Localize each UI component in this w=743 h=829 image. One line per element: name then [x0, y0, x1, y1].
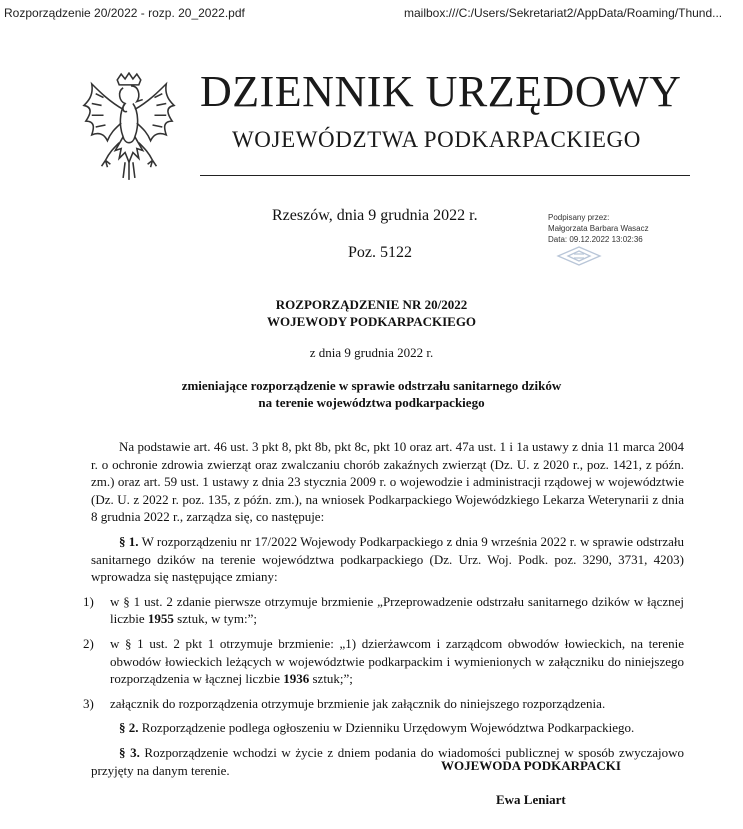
polish-eagle-emblem-icon [80, 72, 178, 182]
list-item [83, 593, 684, 628]
list-item [83, 695, 684, 713]
pdf-file-title: Rozporządzenie 20/2022 - rozp. 20_2022.pdf [4, 6, 245, 20]
signer-name: Ewa Leniart [496, 792, 566, 807]
item-number: 1) [83, 593, 94, 609]
masthead-rule [200, 175, 690, 176]
signature-seal-icon [556, 245, 602, 267]
act-date: z dnia 9 grudnia 2022 r. [309, 345, 434, 360]
section-2-label: § 2. [119, 720, 139, 736]
act-body [83, 438, 684, 786]
mailbox-url: mailbox:///C:/Users/Sekretariat2/AppData/Roaming/Thund... [404, 6, 723, 20]
item-number: 3) [83, 695, 94, 711]
list-item [83, 635, 684, 688]
digital-signature-block [548, 212, 649, 245]
journal-subtitle: WOJEWÓDZTWA PODKARPACKIEGO [232, 127, 641, 152]
signer-office: WOJEWODA PODKARPACKI [441, 758, 621, 773]
signature-signer: Małgorzata Barbara Wasacz [548, 224, 649, 233]
place-date: Rzeszów, dnia 9 grudnia 2022 r. [272, 207, 478, 224]
section-2 [91, 719, 684, 737]
section-1-label: § 1. [119, 533, 139, 549]
item-count: 1955 [147, 611, 174, 627]
item-text: sztuk;”; [309, 671, 353, 687]
item-count: 1936 [283, 671, 310, 687]
act-subject-line2: na terenie województwa podkarpackiego [258, 395, 485, 410]
section-1 [91, 533, 684, 586]
signature-date: Data: 09.12.2022 13:02:36 [548, 235, 643, 244]
position-number: Poz. 5122 [348, 244, 412, 261]
section-3-text: Rozporządzenie wchodzi w życie z dniem podania do wiadomości publicznej w sposób zwyczajowo przyjęty na danym terenie. [91, 744, 684, 778]
act-title: ROZPORZĄDZENIE NR 20/2022 [275, 297, 468, 312]
item-text: załącznik do rozporządzenia otrzymuje brzmienie jak załącznik do niniejszego rozporządzenia. [110, 695, 606, 711]
journal-title: DZIENNIK URZĘDOWY [200, 67, 682, 116]
act-subject-line1: zmieniające rozporządzenie w sprawie odstrzału sanitarnego dzików [181, 378, 562, 393]
preamble: Na podstawie art. 46 ust. 3 pkt 8, pkt 8b, pkt 8c, pkt 10 oraz art. 47a ust. 1 i 1a ustawy z dnia 11 marca 2004 r. o ochronie zdrowia zwierząt oraz zwalczaniu chorób zakaźnych zwierząt (Dz. U. z 2020 r., poz. 1421, z późn. zm.) oraz art. 59 ust. 1 ustawy z dnia 23 stycznia 2009 r. o wojewodzie i administracji rządowej w województwie (Dz. U. z 2022 r. poz. 135, z późn. zm.), na wniosek Podkarpackiego Wojewódzkiego Lekarza Weterynarii z dnia 8 grudnia 2022 r., zarządza się, co następuje: [91, 439, 684, 525]
act-issuer: WOJEWODY PODKARPACKIEGO [266, 314, 477, 329]
item-text: w § 1 ust. 2 pkt 1 otrzymuje brzmienie: „1) dzierżawcom i zarządcom obwodów łowieckich, na terenie obwodów łowieckich leżących w województwie podkarpackim i wymienionych w załączniku do niniejszego rozporządzenia w łącznej liczbie [110, 635, 684, 687]
section-2-text: Rozporządzenie podlega ogłoszeniu w Dzienniku Urzędowym Województwa Podkarpackiego. [138, 720, 635, 736]
item-text: w § 1 ust. 2 zdanie pierwsze otrzymuje brzmienie „Przeprowadzenie odstrzału sanitarnego dzików w łącznej liczbie [110, 593, 684, 627]
signature-label: Podpisany przez: [548, 213, 610, 222]
item-number: 2) [83, 635, 94, 651]
section-3-label: § 3. [119, 744, 140, 760]
item-text: sztuk, w tym:”; [173, 611, 257, 627]
section-1-text: W rozporządzeniu nr 17/2022 Wojewody Podkarpackiego z dnia 9 września 2022 r. w sprawie odstrzału sanitarnego dzików na terenie województwa podkarpackiego (Dz. Urz. Woj. Podk. poz. 3290, 3731, 4203) wprowadza się następujące zmiany: [91, 533, 684, 585]
